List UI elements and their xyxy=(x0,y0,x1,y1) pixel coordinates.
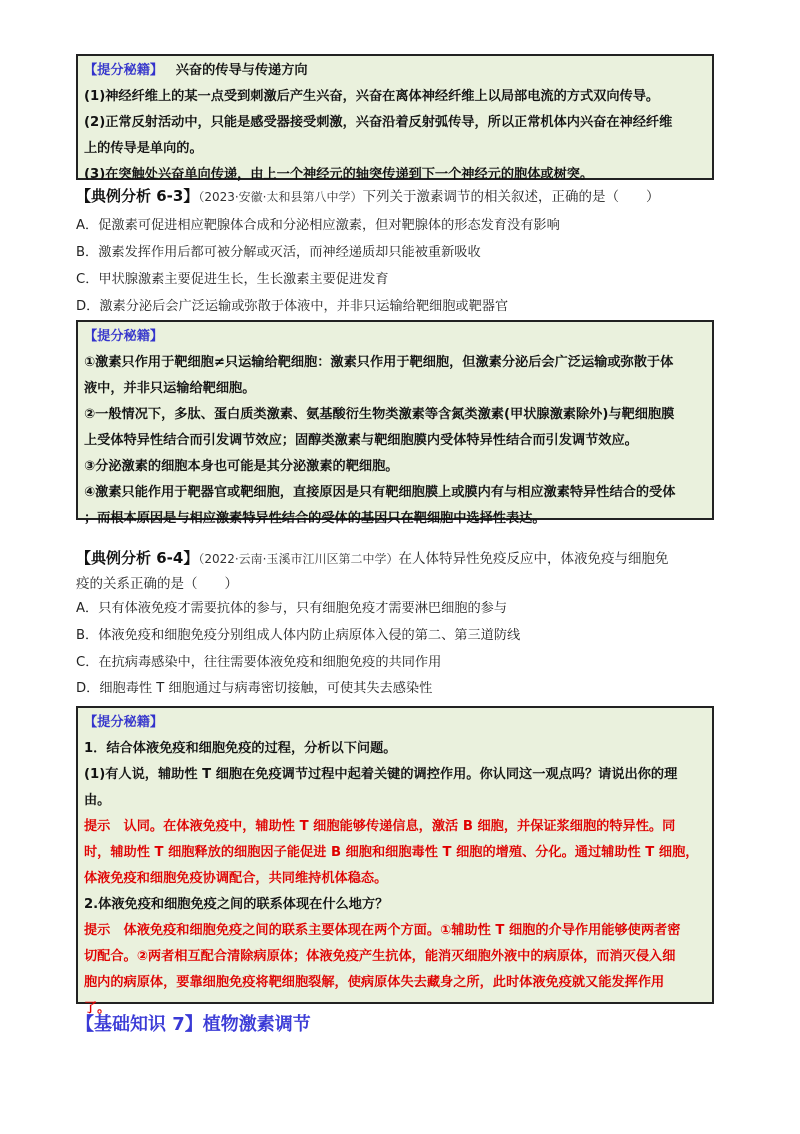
tip-line: (1)神经纤维上的某一点受到刺激后产生兴奋，兴奋在离体神经纤维上以局部电流的方式双向传导。 xyxy=(84,89,660,104)
hint-line: 了。 xyxy=(84,1001,111,1016)
tip-line: 1．结合体液免疫和细胞免疫的过程，分析以下问题。 xyxy=(84,741,397,756)
hint-line: 体液免疫和细胞免疫协调配合，共同维持机体稳态。 xyxy=(84,871,388,886)
option-d: D．细胞毒性 T 细胞通过与病毒密切接触，可使其失去感染性 xyxy=(76,681,433,696)
question-6-4-title xyxy=(76,546,716,597)
section-heading: 【基础知识 7】植物激素调节 xyxy=(76,1014,311,1035)
tip-box-1-header xyxy=(84,58,706,84)
tip-line: ①激素只作用于靶细胞≠只运输给靶细胞：激素只作用于靶细胞，但激素分泌后会广泛运输或弥散于体 xyxy=(84,355,674,370)
hint-line: 提示 体液免疫和细胞免疫之间的联系主要体现在两个方面。①辅助性 T 细胞的介导作用能够使两者密 xyxy=(84,923,681,938)
tip-box-3-header xyxy=(84,710,706,736)
tip-line: 由。 xyxy=(84,793,111,808)
question-source: （2022·云南·玉溪市江川区第二中学） xyxy=(198,552,399,566)
option-c: C．甲状腺激素主要促进生长，生长激素主要促进发育 xyxy=(76,272,389,287)
tip-line: 上的传导是单向的。 xyxy=(84,141,203,156)
option-b: B．体液免疫和细胞免疫分别组成人体内防止病原体入侵的第二、第三道防线 xyxy=(76,628,521,643)
hint-line: 切配合。②两者相互配合清除病原体；体液免疫产生抗体，能消灭细胞外液中的病原体，而消灭侵入细 xyxy=(84,949,676,964)
tip-box-2-header xyxy=(84,324,706,350)
tip-box-3 xyxy=(76,706,714,1016)
option-c: C．在抗病毒感染中，往往需要体液免疫和细胞免疫的共同作用 xyxy=(76,655,442,670)
tip-line: ；而根本原因是与相应激素特异性结合的受体的基因只在靶细胞中选择性表达。 xyxy=(84,511,546,526)
tip-line: (3)在突触处兴奋单向传递，由上一个神经元的轴突传递到下一个神经元的胞体或树突。 xyxy=(84,167,594,182)
question-label: 【典例分析 6-3】 xyxy=(76,187,199,205)
question-label: 【典例分析 6-4】 xyxy=(76,549,199,567)
question-stem-cont: 疫的关系正确的是（ ） xyxy=(76,576,238,592)
option-d: D．激素分泌后会广泛运输或弥散于体液中，并非只运输给靶细胞或靶器官 xyxy=(76,299,509,314)
tip-line: 液中，并非只运输给靶细胞。 xyxy=(84,381,256,396)
tip-tag: 【提分秘籍】 xyxy=(84,63,164,78)
tip-line: ③分泌激素的细胞本身也可能是其分泌激素的靶细胞。 xyxy=(84,459,399,474)
tip-line: (2)正常反射活动中，只能是感受器接受刺激，兴奋沿着反射弧传导，所以正常机体内兴奋在神经纤维 xyxy=(84,115,673,130)
tip-heading: 兴奋的传导与传递方向 xyxy=(175,63,308,78)
hint-line: 时，辅助性 T 细胞释放的细胞因子能促进 B 细胞和细胞毒性 T 细胞的增殖、分化。通过辅助性 T 细胞， xyxy=(84,845,699,860)
question-stem: 在人体特异性免疫反应中，体液免疫与细胞免 xyxy=(398,551,669,567)
option-a: A．只有体液免疫才需要抗体的参与，只有细胞免疫才需要淋巴细胞的参与 xyxy=(76,601,508,616)
tip-line: (1)有人说，辅助性 T 细胞在免疫调节过程中起着关键的调控作用。你认同这一观点吗？请说出你的理 xyxy=(84,767,678,782)
hint-line: 胞内的病原体，要靠细胞免疫将靶细胞裂解，使病原体失去藏身之所，此时体液免疫就又能发挥作用 xyxy=(84,975,665,990)
tip-line: ②一般情况下，多肽、蛋白质类激素、氨基酸衍生物类激素等含氮类激素(甲状腺激素除外)与靶细胞膜 xyxy=(84,407,675,422)
question-source: （2023·安徽·太和县第八中学） xyxy=(198,190,363,204)
tip-line: ④激素只能作用于靶器官或靶细胞，直接原因是只有靶细胞膜上或膜内有与相应激素特异性结合的受体 xyxy=(84,485,676,500)
tip-question-2: 2.体液免疫和细胞免疫之间的联系体现在什么地方？ xyxy=(84,897,389,912)
tip-box-1 xyxy=(76,54,714,180)
tip-box-2 xyxy=(76,320,714,526)
question-6-3-title xyxy=(76,184,716,210)
option-b: B．激素发挥作用后都可被分解或灭活，而神经递质却只能被重新吸收 xyxy=(76,245,481,260)
question-stem: 下列关于激素调节的相关叙述，正确的是（ ） xyxy=(362,189,660,205)
option-a: A．促激素可促进相应靶腺体合成和分泌相应激素，但对靶腺体的形态发育没有影响 xyxy=(76,218,560,233)
tip-tag: 【提分秘籍】 xyxy=(84,329,164,344)
hint-line: 提示 认同。在体液免疫中，辅助性 T 细胞能够传递信息，激活 B 细胞，并保证浆细胞的特异性。同 xyxy=(84,819,676,834)
tip-tag: 【提分秘籍】 xyxy=(84,715,164,730)
tip-line: 上受体特异性结合而引发调节效应；固醇类激素与靶细胞膜内受体特异性结合而引发调节效应。 xyxy=(84,433,638,448)
